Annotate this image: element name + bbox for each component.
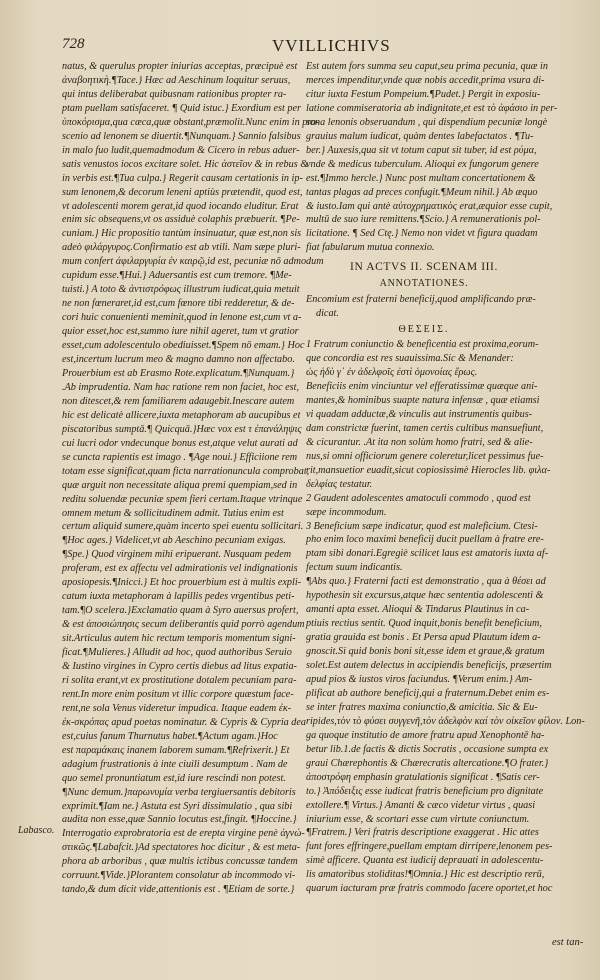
text-line: piscatoribus sumptā.¶ Quicquā.}Hæc vox est τ ἐπανάληψις (62, 423, 302, 435)
text-line: ri solita erant,vt ex prostitutione dotalem pecuniam para- (62, 674, 297, 686)
text-line: est παραμάκαις inanem laborem sumam.¶Refrixerit.} Et (62, 744, 290, 756)
left-column (62, 60, 324, 960)
text-line: adeò φιλάργυρος.Confirmatio est ab vtili. Nam sæpe pluri- (62, 242, 301, 254)
text-line: rent,ne sola Venus videretur impudica. Itaque eadem ἐκ- (62, 702, 292, 714)
text-line: 1 Fratrum coniunctio & beneficentia est proxima,eorum- (306, 339, 539, 351)
text-line: δελφίας testatur. (306, 478, 373, 490)
text-line: ¶Nunc demum.}παρωνυμία verba tergiuersantis debitoris (62, 786, 296, 798)
text-line: ¶Abs quo.} Fraterni facti est demonstratio , qua à θέσει ad (306, 576, 546, 588)
text-line: cupidum esse.¶Hui.} Aduersantis est cum tremore. ¶Me- (62, 270, 292, 282)
text-line: non ditescet,& rem familiarem adaugebit.Inescare autem (62, 395, 295, 407)
text-line: hypothesin sit excursus,atque hæc sententia adolescenti & (306, 590, 544, 602)
text-line: ber.} Auxesis,qua sit vt totum caput sit tuber, id est ρύμα, (306, 144, 537, 156)
text-line: nus,si omni officiorum genere coleretur,licet pessimus fue- (306, 450, 544, 462)
text-line: mantes,& hominibus suapte natura infensæ , quæ etiamsi (306, 394, 540, 406)
page-header (62, 36, 562, 58)
text-line: ἐκ-σκρόπας apud poetas nominatur. & Cypris & Cypria dea (62, 716, 307, 728)
text-line: est,incertum lucrum meo & magno damno non affectabo. (62, 354, 295, 366)
text-line: ripides,τὸν τὸ φύσει συγγενῆ,τὸν ἀδελφὸν καί τὸν οἰκεῖον φίλον. Lon- (306, 715, 585, 727)
text-line: amanti apta esset. Alioqui & Tindarus Plautinus in ca- (306, 604, 530, 616)
text-line: & cicurantur. .At ita non solùm homo fratri, sed & alie- (306, 436, 533, 448)
text-line: ¶Spe.} Quod virginem mihi eripuerant. Nusquam pedem (62, 549, 292, 561)
text-line: ga quoque institutio de amore fratru apud Xenophontē ha- (306, 729, 545, 741)
section-intro-cont: dicat. (316, 308, 339, 320)
text-line: sona lenonis obseruandum , qui dispendium pecuniæ longè (306, 116, 548, 128)
text-line: vnde & medicus tuberculum. Alioqui ex fungorum genere (306, 158, 539, 170)
text-line: graui Chærephontis & Chærecratis altercatione.¶O frater.} (306, 757, 549, 769)
text-line: merces impenditur,vnde quæ nobis accedit,prima vsura di- (306, 74, 545, 86)
text-line: & iusto.Iam qui antè αὐτοχρηματικὸς erat,æquior esse cupit, (306, 200, 553, 212)
text-line: cui lucri odor vndecunque bonus est,atque velut aurati ad (62, 437, 298, 449)
text-line: rit,mansuetior euadit,sicut copiosissimè Hierocles lib. φιλα- (306, 464, 551, 476)
text-line: ficat.¶Mulieres.} Alludit ad hoc, quod authoribus Seruio (62, 647, 292, 659)
text-line: vt adolescenti morem gerat,id quod iocando eluditur. Erat (62, 200, 299, 212)
text-line: omnem metum & sollicitudinem admit. Tutius enim est (62, 507, 284, 519)
margin-note: Labasco. (18, 825, 55, 836)
text-line: fectum suum indicantis. (306, 562, 403, 574)
text-line: to.} Ἀπόδειξις esse iudicat fratris beneficium pro dignitate (306, 785, 544, 797)
text-line: 2 Gaudent adolescentes amatoculi commodo , quod est (306, 492, 531, 504)
text-line: ἀποστρόφη emphasin gratulationis significat . ¶Satis cer- (306, 771, 540, 783)
text-line: est,cuius fanum Thurnutus habet.¶Actum agam.}Hoc (62, 730, 278, 742)
text-line: proferam, est ex affectu vel admirationis vel indignationis (62, 563, 298, 575)
section-subtitle: ANNOTATIONES. (379, 278, 469, 290)
text-line: rent.In more enim positum vt illic corpore quæstum face- (62, 688, 294, 700)
text-line: citur iuxta Festum Pompeium.¶Pudet.} Pergit in exposiu- (306, 88, 541, 100)
text-line: iniurium esse, & scortari esse cum virtute coniunctum. (306, 813, 530, 825)
text-line: cuniam.} Hic propositio tantùm insinuatur, quæ est,non sis (62, 228, 302, 240)
text-line: adagium frustrationis à inte ciuili desumptum . Nam de (62, 758, 288, 770)
text-line: quo semel pronuntiatum est,id iure rescindi non potest. (62, 772, 286, 784)
text-line: se cuncta rapientis est imago . ¶Age noui.} Efficiione rem (62, 451, 298, 463)
text-line: natus, & querulus propter iniurias acceptas, præcipuè est (62, 61, 298, 72)
text-line: 3 Beneficium sæpe indicatur, quod est maleficium. Ctesi- (306, 520, 538, 532)
text-line: .Ab imprudentia. Nam hac ratione rem non faciet, hoc est, (62, 381, 300, 393)
text-line: scenio ad lenonem se diuertit.¶Nunquam.} Sannio falsibus (62, 130, 301, 142)
text-line: simè afficere. Quanta est iudicij deprauati in adolescentu- (306, 855, 544, 867)
text-line: plificat ab authore beneficij,qui a fraternum.Debet enim es- (306, 687, 550, 699)
right-column-top-text (306, 60, 558, 255)
thesis-heading: ΘΕΣΕΙΣ. (398, 324, 450, 336)
text-line: ne non fœneraret,id est,cum fœnore tibi redderetur, & de- (62, 298, 295, 310)
text-line: quarum iacturam præ fratris commodo facere oportet,et hoc (306, 883, 553, 895)
page-number: 728 (62, 36, 85, 52)
running-head: VVILLICHIVS (272, 36, 391, 55)
text-line: & Iustino virgines in Cypro certis diebus ad litus expatia- (62, 660, 297, 672)
text-line: dam constrictæ fuerint, tamen certis cultibus mansuefiunt, (306, 422, 544, 434)
text-line: fiat fabularum mutua connexio. (306, 242, 435, 254)
text-line: vi quadam adductæ,& vinculis aut instrumentis quibus- (306, 408, 533, 420)
text-line: ἀναβοητικὴ.¶Tace.} Hæc ad Aeschinum loquitur seruus, (62, 74, 291, 86)
text-line: satis venustos iocos excitare solet. Hic ἀστεῖον & in rebus & (62, 158, 309, 170)
text-line: quior esset,hoc est,summo iure nihil ageret, tum vt gratior (62, 326, 299, 338)
text-line: audita non esse,quæ Sannio locutus est,fingit. ¶Hoccine.} (62, 814, 297, 826)
text-line: corruunt.¶Vide.}Plorantem consolatur ab incommodo vi- (62, 870, 296, 882)
text-line: enim sic obsequens,vt os assiduè colaphis præbuerit. ¶Pe- (62, 214, 300, 226)
text-line: solet.Est autem delectus in accipiendis beneficijs, præsertim (306, 660, 552, 672)
text-line: grauius malum iudicat, quàm dentes labefactatos . ¶Tu- (306, 130, 534, 142)
text-line: & est ἀποσιώπησις secum deliberantis quid porrò agendum (62, 619, 305, 631)
section-intro: Encomium est fraterni beneficij,quod amplificando præ- (306, 294, 536, 306)
section-title: IN ACTVS II. SCENAM III. (350, 261, 498, 274)
text-line: est.¶Immo hercle.} Nunc post multam concertationem & (306, 172, 536, 184)
text-line: ὑποκόρισμα,qua cæca,quæ obstant,præmolit.Nunc enim in pro- (62, 116, 320, 128)
text-line: ptiuis rectius sentit. Quod inquit,bonis benefit beneficium, (306, 618, 542, 630)
text-line: licitatione. ¶ Sed Ctę.} Nemo non videt vt figura quadam (306, 228, 538, 240)
text-line: totam esse significat,quam ficta narrationuncula comprobat, (62, 465, 310, 477)
text-line: cori huic conuenienti meminit,quod in lenone est,cum vt a- (62, 312, 302, 324)
text-line: qui intus deliberabat quibusnam rationibus propter ra- (62, 88, 287, 100)
text-line: extollere.¶ Virtus.} Amanti & cæco videtur virtus , quasi (306, 799, 536, 811)
text-line: sum lenonem,& decorum leneni aptiùs prætendit, quod est, (62, 186, 303, 198)
text-line: que concordia est res suauissima.Sic & Menander: (306, 353, 514, 365)
text-line: ¶Fratrem.} Veri fratris descriptione exaggerat . Hic attes (306, 827, 539, 839)
text-line: betur lib.1.de factis & dictis Socratis , occasione sumpta ex (306, 743, 549, 755)
catchword: est tan- (552, 937, 584, 948)
text-line: mum confert ἀφιλαργυρία ἐν καιρῷ,id est, pecuniæ nō admodum (62, 256, 324, 268)
text-line: gratia grauida est bonis . Et Persa apud Plautum idem a- (306, 632, 541, 644)
text-line: ptam puellam satisfaceret. ¶ Quid istuc.} Exordium est per (62, 102, 301, 114)
text-line: Beneficiis enim vinciuntur vel efferatissimæ quæque ani- (306, 380, 538, 392)
text-line: Interrogatio exprobratoria est de erepta virgine penè ἀγνώ- (62, 828, 305, 840)
text-line: tando,& dum dicit vide,attentionis est . ¶Etiam de sorte.} (62, 884, 295, 896)
text-line: gnoscit.Si quid bonis boni sit,esse idem et graue,& gratum (306, 646, 545, 658)
text-line: se inter fratres maxima coniunctio,& amicitia. Sic & Eu- (306, 701, 538, 713)
text-line: ptam sibi donari.Egregiè scilicet laus est amatoris iuxta af- (306, 548, 549, 560)
text-line: tantas plagas ad preces confugit.¶Meum nihil.} Ab æquo (306, 186, 538, 198)
text-line: multū de suo iure remittens.¶Scio.} A remunerationis pol- (306, 214, 541, 226)
text-line: reditu soluendæ pecuniæ spem fieri certam.Itaque vtrinque (62, 493, 303, 505)
text-line: certum aliquid sumere,quàm incerto spei euentu sollicitari. (62, 521, 304, 533)
text-line: in malo fuo ludit,quemadmodum & Cicero in rebus aduer- (62, 144, 300, 156)
text-line: in verbis est.¶Tua culpa.} Regerit causam certationis in ip- (62, 172, 303, 184)
text-line: sæpe incommodum. (306, 506, 387, 518)
text-line: Prouerbium est ab Erasmo Rote.explicatum.¶Nunquam.} (62, 367, 295, 379)
text-line: latione commiseratoria ab indignitate,et est τὸ ἀφάσιο in per- (306, 102, 558, 114)
text-line: exprimit.¶Iam ne.} Astuta est Syri dissimulatio , qua sibi (62, 800, 293, 812)
text-line: catum iuxta metaphoram à lapillis pedes vrgentibus peti- (62, 591, 295, 603)
text-line: hic est delicatè allicere,iuxta metaphoram ab aucupibus et (62, 409, 301, 421)
text-line: Est autem fors summa seu caput,seu prima pecunia, quæ in (306, 61, 548, 72)
text-line: quæ arguit non necessitate aliqua premi quempiam,sed in (62, 479, 298, 491)
text-line: sit.Articulus autem hic rectum temporis momentum signi- (62, 633, 296, 645)
text-line: funt fores effringere,puellam emptam dirripere,lenonem pes- (306, 841, 553, 853)
right-column-body-text (306, 338, 585, 896)
text-line: apud pios & iustos viros faciundus. ¶Verum enim.} Am- (306, 673, 533, 685)
text-line: tam.¶O scelera.}Exclamatio quam à Syro auersus profert, (62, 605, 299, 617)
text-line: ¶Hoc ages.} Videlicet,vt ab Aeschino pecuniam exigas. (62, 535, 286, 547)
text-line: phora ab arboribus , quæ multis ictibus concussæ tandem (62, 856, 298, 868)
text-line: aposiopesis.¶Inicci.} Et hoc prouerbium est à multis expli- (62, 577, 302, 589)
text-line: lis amatoribus stoliditas!¶Omnia.} Hic est descriptio rerū, (306, 869, 545, 881)
text-line: στικῶς.¶Labafcit.}Ad spectatores hoc dicitur , & est meta- (62, 842, 301, 854)
text-line: pho enim loco maximi beneficij ducit puellam à fratre ere- (306, 534, 544, 546)
text-line: tuisti.} A toto & ἀντιστρόφως illustrum iudicat,quia metuit (62, 284, 300, 296)
text-line: esset,cum adolescentulo obediuisset.¶Spem nō emam.} Hoc (62, 340, 305, 352)
text-line: ὡς ἡδὺ γ᾽ ἐν ἀδελφοῖς ἐστὶ ὁμονοίας ἔρως. (306, 367, 478, 379)
